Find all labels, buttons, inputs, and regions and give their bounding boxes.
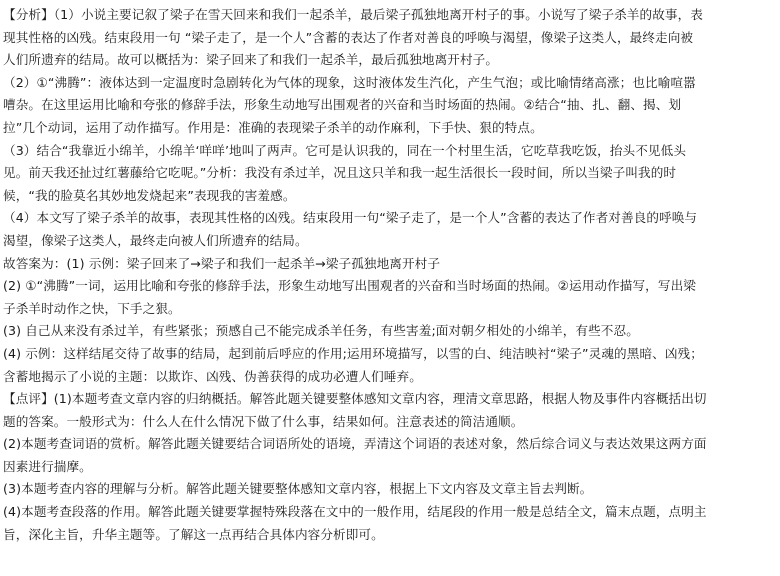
analysis-q3-line: （3）结合“我靠近小绵羊，小绵羊‘咩咩’地叫了两声。它可是认识我的，同在一个村里生活，它吃草我吃饭，抬头不见低头 — [3, 142, 687, 158]
analysis-q4-line: （4）本文写了梁子杀羊的故事，表现其性格的凶残。结束段用一句“梁子走了，是一个人”含蓄的表达了作者对善良的呼唤与 — [3, 210, 698, 226]
comment-q3-line: (3)本题考查内容的理解与分析。解答此题关键要整体感知文章内容，根据上下文内容及文章主旨去判断。 — [3, 481, 593, 497]
answer-document — [3, 4, 777, 546]
comment-text-line: 因素进行揣摩。 — [3, 458, 92, 474]
analysis-text-line: 见。前天我还扯过红薯藤给它吃呢。”分析：我没有杀过羊，况且这只羊和我一起生活很长一段时间，所以当梁子叫我的时 — [3, 165, 677, 181]
answer-heading-line: 故答案为：(1) 示例：梁子回来了→梁子和我们一起杀羊→梁子孤独地离开村子 — [3, 255, 441, 271]
analysis-text-line: 候，“我的脸莫名其妙地发烧起来”表现我的害羞感。 — [3, 187, 296, 203]
answer-q2-line: (2) ①“沸腾”一词，运用比喻和夸张的修辞手法，形象生动地写出围观者的兴奋和当时场面的热闹。②运用动作描写，写出梁 — [3, 278, 696, 294]
analysis-text-line: 现其性格的凶残。结束段用一句 “梁子走了，是一个人”含蓄的表达了作者对善良的呼唤与渴望，像梁子这类人，最终走向被 — [3, 29, 694, 45]
answer-text-line: 含蓄地揭示了小说的主题：以欺诈、凶残、伪善获得的成功必遭人们唾弃。 — [3, 368, 422, 384]
answer-q4-line: (4) 示例：这样结尾交待了故事的结局，起到前后呼应的作用;运用环境描写，以雪的白、纯洁映衬“梁子”灵魂的黑暗、凶残； — [3, 345, 703, 361]
analysis-text-line: 人们所遗弃的结局。故可以概括为：梁子回来了和我们一起杀羊，最后孤独地离开村子。 — [3, 52, 499, 68]
comment-text-line: 旨，深化主旨，升华主题等。了解这一点再结合具体内容分析即可。 — [3, 526, 384, 542]
analysis-text-line: 渴望，像梁子这类人，最终走向被人们所遗弃的结局。 — [3, 232, 308, 248]
comment-heading-line: 【点评】(1)本题考查文章内容的归纳概括。解答此题关键要整体感知文章内容，理清文章思路，根据人物及事件内容概括出切 — [3, 391, 707, 407]
answer-text-line: 子杀羊时动作之快，下手之狠。 — [3, 300, 181, 316]
comment-q4-line: (4)本题考查段落的作用。解答此题关键要掌握特殊段落在文中的一般作用，结尾段的作用一般是总结全文，篇末点题，点明主 — [3, 504, 707, 520]
analysis-text-line: 嘈杂。在这里运用比喻和夸张的修辞手法，形象生动地写出围观者的兴奋和当时场面的热闹。②结合“抽、扎、翻、揭、划 — [3, 97, 682, 113]
comment-q2-line: (2)本题考查词语的赏析。解答此题关键要结合词语所处的语境，弄清这个词语的表述对象，然后综合词义与表达效果这两方面 — [3, 436, 707, 452]
analysis-q2-line: （2）①“沸腾”：液体达到一定温度时急剧转化为气体的现象，这时液体发生汽化，产生气泡；或比喻情绪高涨；也比喻喧嚣 — [3, 74, 696, 90]
analysis-text-line: 拉”几个动词，运用了动作描写。作用是：准确的表现梁子杀羊的动作麻利，下手快、狠的特点。 — [3, 119, 543, 135]
comment-text-line: 题的答案。一般形式为：什么人在什么情况下做了什么事，结果如何。注意表述的简洁通顺。 — [3, 413, 524, 429]
answer-q3-line: (3) 自己从来没有杀过羊，有些紧张；预感自己不能完成杀羊任务，有些害羞;面对朝夕相处的小绵羊，有些不忍。 — [3, 323, 639, 339]
analysis-heading-line: 【分析】（1）小说主要记叙了梁子在雪天回来和我们一起杀羊，最后梁子孤独地离开村子的事。小说写了梁子杀羊的故事，表 — [3, 7, 703, 22]
